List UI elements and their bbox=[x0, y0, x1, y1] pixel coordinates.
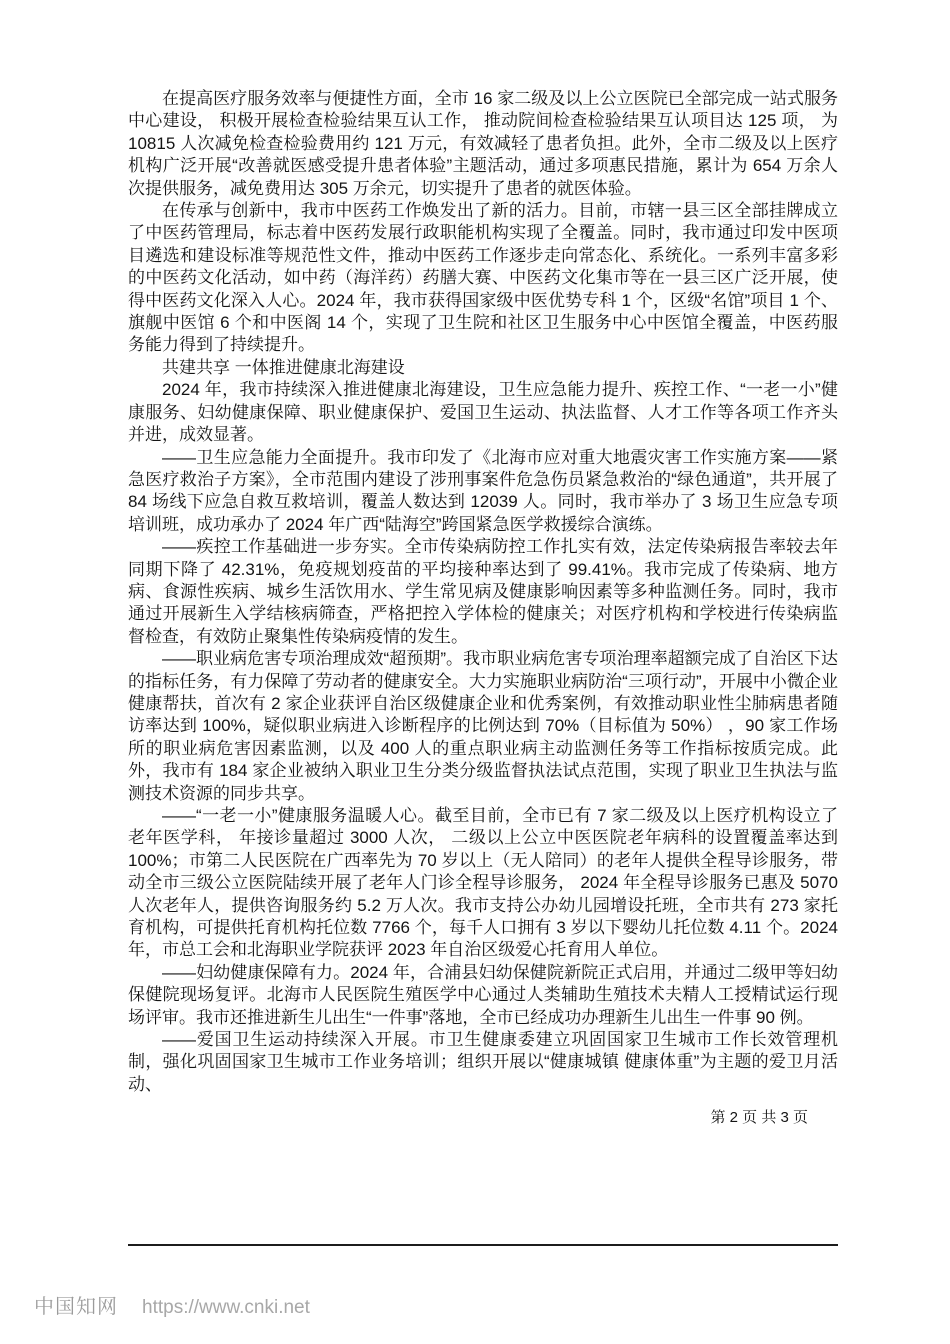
paragraph: 在传承与创新中，我市中医药工作焕发出了新的活力。目前，市辖一县三区全部挂牌成立了中医药管理局，标志着中医药发展行政职能机构实现了全覆盖。同时，我市通过印发中医项目遴选和建设标准等规范性文件，推动中医药工作逐步走向常态化、系统化。一系列丰富多彩的中医药文化活动，如中药（海洋药）药膳大赛、中医药文化集市等在一县三区广泛开展，使得中医药文化深入人心。2024 年，我市获得国家级中医优势专科 1 个，区级“名馆”项目 1 个、旗舰中医馆 6 个和中医阁 14 个，实现了卫生院和社区卫生服务中心中医馆全覆盖，中医药服务能力得到了持续提升。 bbox=[128, 201, 838, 355]
paragraph: ——疾控工作基础进一步夯实。全市传染病防控工作扎实有效，法定传染病报告率较去年同期下降了 42.31%，免疫规划疫苗的平均接种率达到了 99.41%。我市完成了传染病、地方病、食源性疾病、城乡生活饮用水、学生常见病及健康影响因素等多种监测任务。同时，我市通过开展新生入学结核病筛查，严格把控入学体检的健康关；对医疗机构和学校进行传染病监督检查，有效防止聚集性传染病疫情的发生。 bbox=[128, 537, 838, 646]
cnki-url-text: https://www.cnki.net bbox=[142, 1297, 310, 1318]
footer-divider-line bbox=[128, 1244, 838, 1246]
page-number: 第 2 页 共 3 页 bbox=[710, 1109, 808, 1126]
document-body bbox=[128, 88, 838, 1096]
paragraph: ——“一老一小”健康服务温暖人心。截至目前，全市已有 7 家二级及以上医疗机构设立了老年医学科， 年接诊量超过 3000 人次， 二级以上公立中医医院老年病科的设置覆盖率达到 100%；市第二人民医院在广西率先为 70 岁以上（无人陪同）的老年人提供全程导诊服务，带动全市三级公立医院陆续开展了老年人门诊全程导诊服务， 2024 年全程导诊服务已惠及 5070 人次老年人，提供咨询服务约 5.2 万人次。我市支持公办幼儿园增设托班，全市共有 273 家托育机构，可提供托育机构托位数 7766 个，每千人口拥有 3 岁以下婴幼儿托位数 4.11 个。2024 年，市总工会和北海职业学院获评 2023 年自治区级爱心托育用人单位。 bbox=[128, 806, 838, 960]
paragraph: 2024 年，我市持续深入推进健康北海建设，卫生应急能力提升、疾控工作、“一老一小”健康服务、妇幼健康保障、职业健康保护、爱国卫生运动、执法监督、人才工作等各项工作齐头并进，成效显著。 bbox=[128, 380, 838, 445]
section-heading: 共建共享 一体推进健康北海建设 bbox=[162, 357, 405, 377]
cnki-brand-label: 中国知网 bbox=[34, 1296, 118, 1318]
paragraph: 在提高医疗服务效率与便捷性方面，全市 16 家二级及以上公立医院已全部完成一站式服务中心建设， 积极开展检查检验结果互认工作， 推动院间检查检验结果互认项目达 125 项， 为 10815 人次减免检查检验费用约 121 万元，有效减轻了患者负担。此外，全市二级及以上医疗机构广泛开展“改善就医感受提升患者体验”主题活动，通过多项惠民措施，累计为 654 万余人次提供服务，减免费用达 305 万余元，切实提升了患者的就医体验。 bbox=[128, 89, 838, 198]
cnki-watermark bbox=[34, 1290, 310, 1319]
paragraph: ——妇幼健康保障有力。2024 年，合浦县妇幼保健院新院正式启用，并通过二级甲等妇幼保健院现场复评。北海市人民医院生殖医学中心通过人类辅助生殖技术夫精人工授精试运行现场评审。我市还推进新生儿出生“一件事”落地，全市已经成功办理新生儿出生一件事 90 例。 bbox=[128, 962, 838, 1027]
paragraph: ——爱国卫生运动持续深入开展。市卫生健康委建立巩固国家卫生城市工作长效管理机制，强化巩固国家卫生城市工作业务培训；组织开展以“健康城镇 健康体重”为主题的爱卫月活动、 bbox=[128, 1030, 838, 1094]
paragraph: ——卫生应急能力全面提升。我市印发了《北海市应对重大地震灾害工作实施方案——紧急医疗救治子方案》，全市范围内建设了涉刑事案件危急伤员紧急救治的“绿色通道”，共开展了 84 场线下应急自救互救培训，覆盖人数达到 12039 人。同时，我市举办了 3 场卫生应急专项培训班，成功承办了 2024 年广西“陆海空”跨国紧急医学救援综合演练。 bbox=[128, 447, 838, 534]
paragraph: ——职业病危害专项治理成效“超预期”。我市职业病危害专项治理率超额完成了自治区下达的指标任务，有力保障了劳动者的健康安全。大力实施职业病防治“三项行动”，开展中小微企业健康帮扶，首次有 2 家企业获评自治区级健康企业和优秀案例，有效推动职业性尘肺病患者随访率达到 100%，疑似职业病进入诊断程序的比例达到 70%（目标值为 50%） ，90 家工作场所的职业病危害因素监测，以及 400 人的重点职业病主动监测任务等工作指标按质完成。此外，我市有 184 家企业被纳入职业卫生分类分级监督执法试点范围，实现了职业卫生执法与监测技术资源的同步共享。 bbox=[128, 649, 838, 803]
